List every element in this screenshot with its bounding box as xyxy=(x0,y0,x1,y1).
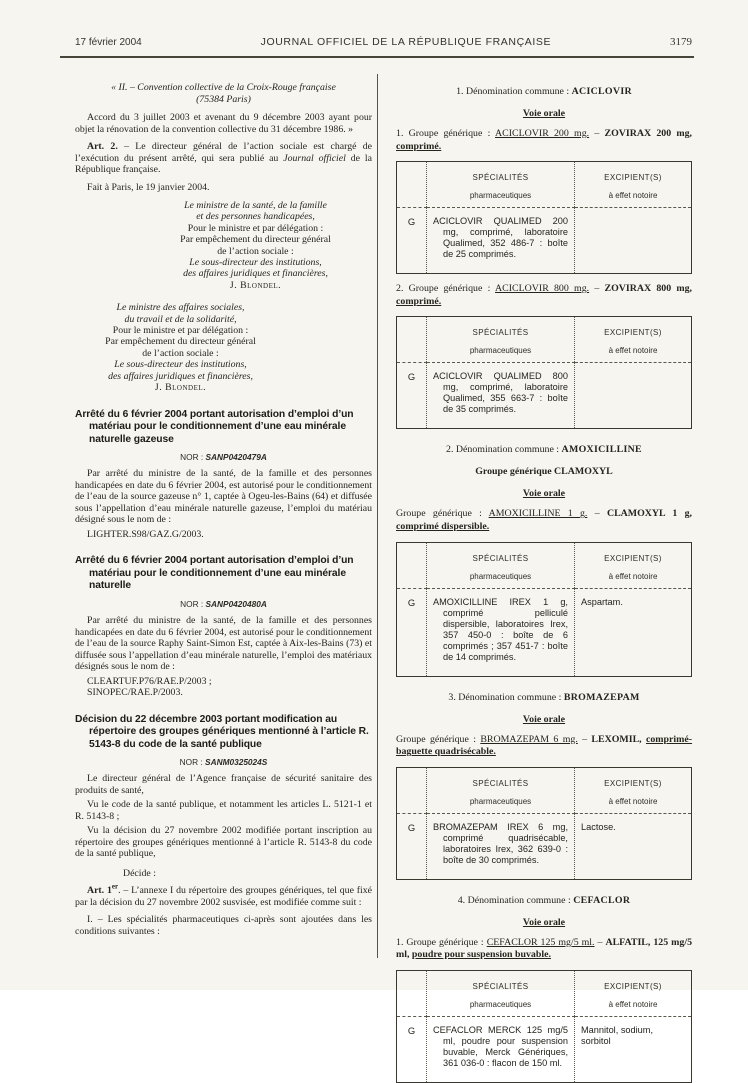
header-specialites-caps: SPÉCIALITÉS xyxy=(472,553,529,563)
signature-block-1 xyxy=(139,200,372,291)
art2-text-2: de la République française. xyxy=(75,152,373,175)
specialite-cell xyxy=(427,363,575,429)
generic-group-table-4 xyxy=(396,767,692,880)
groupe-clamoxyl-subheading: Groupe générique CLAMOXYL xyxy=(475,466,613,478)
groupe-reference: ACICLOVIR 200 mg. xyxy=(495,128,590,139)
voie-orale-1: Voie orale xyxy=(522,108,566,119)
g-cell: G xyxy=(407,371,416,383)
table-corner-cell xyxy=(397,317,427,363)
header-excipients-sub: à effet notoire xyxy=(608,191,658,201)
nor-label: NOR : xyxy=(179,757,203,768)
signature-line: Le sous-directeur des institutions, xyxy=(114,359,247,371)
signature-line: des affaires juridiques et financières, xyxy=(183,268,328,280)
groupe-prefix: 1. Groupe générique : xyxy=(396,936,484,948)
article-1-superscript: er xyxy=(111,883,119,892)
excipient-cell xyxy=(575,363,692,429)
header-excipients-caps: EXCIPIENT(S) xyxy=(604,778,662,788)
fait-a-paris-line: Fait à Paris, le 19 janvier 2004. xyxy=(87,181,210,193)
signature-line: Le ministre de la santé, de la famille xyxy=(184,200,327,211)
art2-label: Art. 2. xyxy=(87,141,118,152)
signature-line: des affaires juridiques et financières, xyxy=(108,370,253,382)
signature-line: de l’action sociale : xyxy=(142,347,219,359)
signature-line: Le ministre des affaires sociales, xyxy=(116,302,245,314)
header-excipients-caps: EXCIPIENT(S) xyxy=(604,173,662,183)
table-header-excipients xyxy=(575,542,692,588)
header-specialites-sub: pharmaceutiques xyxy=(469,999,532,1009)
groupe-generique-line-4 xyxy=(396,734,692,759)
specialite-text: AMOXICILLINE IREX 1 g, comprimé pelliculé dispersible, laboratoires Irex, 357 450-0 : boîte de 6 comprimés ; 357 451-7 : boîte de 14 comprimés. xyxy=(433,596,568,662)
table-header-specialites xyxy=(427,767,575,813)
table-header-row xyxy=(397,162,692,208)
arrete1-reference: LIGHTER.S98/GAZ.G/2003. xyxy=(87,528,204,540)
groupe-reference: BROMAZEPAM 6 mg. xyxy=(480,733,578,745)
specialite-cell xyxy=(427,588,575,676)
signature-line: Pour le ministre et par délégation : xyxy=(112,325,249,337)
table-header-row xyxy=(397,317,692,363)
dash: – xyxy=(594,283,600,295)
denomination-prefix: 1. Dénomination commune : xyxy=(456,86,570,97)
header-date: 17 février 2004 xyxy=(75,37,142,48)
arrete2-reference-1: CLEARTUF.P76/RAE.P/2003 ; xyxy=(87,675,212,687)
denomination-1 xyxy=(396,86,692,97)
groupe-princeps: LEXOMIL, xyxy=(591,733,642,745)
signature-line: Pour le ministre et par délégation : xyxy=(187,222,324,234)
dash: – xyxy=(597,936,603,948)
art2-journal-officiel: Journal officiel xyxy=(283,152,346,164)
excipient-cell: Aspartam. xyxy=(575,588,692,676)
specialite-text: CEFACLOR MERCK 125 mg/5 ml, poudre pour suspension buvable, Merck Génériques, 361 036-0 : flacon de 150 ml. xyxy=(433,1024,568,1068)
art2-paragraph xyxy=(75,141,372,176)
denomination-name: AMOXICILLINE xyxy=(561,444,642,456)
voie-orale-4: Voie orale xyxy=(522,916,566,928)
denomination-4 xyxy=(396,895,692,906)
groupe-princeps: CLAMOXYL 1 g, xyxy=(606,508,693,520)
header-specialites-caps: SPÉCIALITÉS xyxy=(472,981,529,991)
table-header-excipients xyxy=(575,970,692,1016)
specialite-text: ACICLOVIR QUALIMED 200 mg, comprimé, laboratoire Qualimed, 352 486-7 : boîte de 25 comprimés. xyxy=(433,216,568,260)
table-header-specialites xyxy=(427,542,575,588)
groupe-generique-line-1 xyxy=(396,128,692,153)
groupe-prefix: 2. Groupe générique : xyxy=(396,283,491,295)
g-cell: G xyxy=(407,1024,416,1036)
header-specialites-caps: SPÉCIALITÉS xyxy=(472,328,529,338)
denomination-prefix: 2. Dénomination commune : xyxy=(446,444,560,456)
decision-paragraph-4: I. – Les spécialités pharmaceutiques ci-après sont ajoutées dans les conditions suivantes : xyxy=(75,914,372,937)
convention-title-line1: « II. – Convention collective de la Croix-Rouge française xyxy=(111,82,336,93)
g-cell: G xyxy=(407,216,416,228)
header-excipients-caps: EXCIPIENT(S) xyxy=(604,328,662,338)
arrete1-body: Par arrêté du ministre de la santé, de la famille et des personnes handicapées en date du 6 février 2004, est autorisé pour le conditionnement de l’eau de la source gazeuse n° 1, captée à Ogeu-les-Bains (64) et diffusée sous l’appellation d’eau minérale naturelle gazeuse, l’emploi du matériau désigné sous le nom de : xyxy=(75,468,372,526)
dash: – xyxy=(582,733,588,745)
header-specialites-sub: pharmaceutiques xyxy=(469,571,532,581)
decide-line: Décide : xyxy=(123,867,156,879)
header-excipients-sub: à effet notoire xyxy=(608,999,658,1009)
groupe-princeps: ZOVIRAX 200 mg, xyxy=(604,128,692,139)
generic-group-table-1 xyxy=(396,161,692,274)
signature-line: et des personnes handicapées, xyxy=(196,211,315,223)
decision-paragraph-2: Vu le code de la santé publique, et notamment les articles L. 5121-1 et R. 5143-8 ; xyxy=(75,799,372,822)
table-corner-cell xyxy=(397,767,427,813)
header-excipients-sub: à effet notoire xyxy=(608,346,658,356)
groupe-reference: ACICLOVIR 800 mg. xyxy=(495,283,590,295)
table-header-specialites xyxy=(427,970,575,1016)
specialite-cell xyxy=(427,813,575,879)
denomination-prefix: 4. Dénomination commune : xyxy=(457,894,571,906)
specialite-cell xyxy=(427,208,575,274)
arrete2-body: Par arrêté du ministre de la santé, de la famille et des personnes handicapées en date du 6 février 2004, est autorisé pour le conditionnement de l’eau de la source Raphy Saint-Simon Est, captée à Aix-les-Bains (73) et diffusée sous l’appellation d’eau minérale naturelle, l’emploi des matériaux désignés sous le nom de : xyxy=(75,615,372,673)
article-1-text: . – L’annexe I du répertoire des groupes génériques, tel que fixé par la décision du 27 novembre 2002 susvisée, est modifiée comme suit : xyxy=(75,885,373,908)
arrete1-nor-line xyxy=(75,452,372,462)
header-specialites-sub: pharmaceutiques xyxy=(469,346,532,356)
groupe-forme: comprimé. xyxy=(396,295,442,307)
groupe-generique-line-2 xyxy=(396,283,692,308)
table-row xyxy=(397,813,692,879)
specialite-text: BROMAZEPAM IREX 6 mg, comprimé quadrisécable, laboratoires Irex, 362 639-0 : boîte de 30 comprimés. xyxy=(433,821,568,865)
nor-value: SANP0420479A xyxy=(205,452,267,463)
decision-paragraph-1: Le directeur général de l’Agence française de sécurité sanitaire des produits de santé, xyxy=(75,773,372,796)
denomination-prefix: 3. Dénomination commune : xyxy=(448,691,562,703)
article-1-label-text: Art. 1 xyxy=(87,885,112,897)
header-title: JOURNAL OFFICIEL DE LA RÉPUBLIQUE FRANÇAISE xyxy=(260,36,552,48)
voie-orale-3: Voie orale xyxy=(522,713,566,725)
groupe-forme: comprimé-baguette quadrisécable. xyxy=(396,733,693,758)
groupe-forme: poudre pour suspension buvable. xyxy=(411,949,551,961)
table-row xyxy=(397,1016,692,1082)
table-header-row xyxy=(397,970,692,1016)
table-header-specialites xyxy=(427,317,575,363)
left-column xyxy=(75,80,372,1083)
excipient-cell: Mannitol, sodium, sorbitol xyxy=(575,1016,692,1082)
right-column xyxy=(396,80,692,1083)
groupe-forme: comprimé. xyxy=(396,140,442,152)
groupe-prefix: Groupe générique : xyxy=(396,733,476,745)
header-specialites-sub: pharmaceutiques xyxy=(469,191,532,201)
signature-block-2 xyxy=(75,302,286,393)
arrete1-heading: Arrêté du 6 février 2004 portant autorisation d’emploi d’un matériau pour le conditionnement d’une eau minérale naturelle gazeuse xyxy=(75,408,354,445)
g-cell: G xyxy=(407,596,416,608)
groupe-princeps: ALFATIL, 125 mg/5 ml, xyxy=(396,936,693,961)
g-cell: G xyxy=(407,821,416,833)
groupe-reference: CEFACLOR 125 mg/5 ml. xyxy=(486,936,595,948)
nor-value: SANP0420480A xyxy=(205,599,267,610)
generic-group-table-3 xyxy=(396,542,692,677)
denomination-name: ACICLOVIR xyxy=(571,86,632,97)
art2-text-1: – Le directeur général de l’action sociale est chargé de l’exécution du présent arrêté, qui sera publié au xyxy=(75,141,372,164)
table-header-row xyxy=(397,542,692,588)
specialite-cell xyxy=(427,1016,575,1082)
specialite-text: ACICLOVIR QUALIMED 800 mg, comprimé, laboratoire Qualimed, 355 663-7 : boîte de 35 comprimés. xyxy=(433,371,568,415)
table-header-row xyxy=(397,767,692,813)
convention-title xyxy=(75,82,372,106)
header-rule xyxy=(60,56,694,58)
groupe-generique-line-5 xyxy=(396,937,692,962)
decision-paragraph-3: Vu la décision du 27 novembre 2002 modifiée portant inscription au répertoire des groupes génériques mentionné à l’article R. 5143-8 du code de la santé publique, xyxy=(75,825,372,860)
signature-line: Par empêchement du directeur général xyxy=(105,336,256,348)
arrete2-reference-2: SINOPEC/RAE.P/2003. xyxy=(87,687,183,699)
signature-line: du travail et de la solidarité, xyxy=(124,313,237,325)
nor-label: NOR : xyxy=(180,452,204,463)
header-specialites-caps: SPÉCIALITÉS xyxy=(472,173,529,183)
denomination-name: BROMAZEPAM xyxy=(563,691,640,703)
header-excipients-caps: EXCIPIENT(S) xyxy=(604,553,662,563)
table-row xyxy=(397,208,692,274)
table-row xyxy=(397,363,692,429)
table-header-specialites xyxy=(427,162,575,208)
denomination-3 xyxy=(396,692,692,703)
table-header-excipients xyxy=(575,767,692,813)
generic-group-table-5 xyxy=(396,970,692,1083)
table-corner-cell xyxy=(397,970,427,1016)
table-corner-cell xyxy=(397,162,427,208)
header-excipients-sub: à effet notoire xyxy=(608,796,658,806)
denomination-2 xyxy=(396,444,692,455)
nor-value: SANM0325024S xyxy=(205,757,268,768)
header-specialites-sub: pharmaceutiques xyxy=(469,796,532,806)
generic-group-table-2 xyxy=(396,316,692,429)
signature-line: Le sous-directeur des institutions, xyxy=(189,257,322,269)
convention-title-line2: (75384 Paris) xyxy=(196,94,251,105)
header-excipients-sub: à effet notoire xyxy=(608,571,658,581)
table-corner-cell xyxy=(397,542,427,588)
groupe-princeps: ZOVIRAX 800 mg, xyxy=(604,283,692,295)
signature-line: Par empêchement du directeur général xyxy=(180,234,331,246)
arrete2-nor-line xyxy=(75,599,372,609)
signatory-name: J. Blondel. xyxy=(154,382,207,394)
groupe-reference: AMOXICILLINE 1 g. xyxy=(488,508,588,520)
dash: – xyxy=(594,128,600,139)
signature-line: de l’action sociale : xyxy=(217,245,294,257)
denomination-name: CEFACLOR xyxy=(573,894,631,906)
page-header xyxy=(75,36,692,48)
table-row xyxy=(397,588,692,676)
excipient-cell xyxy=(575,208,692,274)
groupe-prefix: Groupe générique : xyxy=(396,508,482,520)
article-1-paragraph xyxy=(75,885,372,908)
decision-heading: Décision du 22 décembre 2003 portant modification au répertoire des groupes génériques mentionné à l’article R. 5143-8 du code de la santé publique xyxy=(75,713,369,750)
header-page-number: 3179 xyxy=(670,36,692,48)
nor-label: NOR : xyxy=(180,599,204,610)
header-specialites-caps: SPÉCIALITÉS xyxy=(472,778,529,788)
accord-paragraph: Accord du 3 juillet 2003 et avenant du 9 décembre 2003 ayant pour objet la rénovation de la convention collective du 31 décembre 1986. » xyxy=(75,112,372,135)
signatory-name: J. Blondel. xyxy=(229,279,282,291)
voie-orale-2: Voie orale xyxy=(522,488,566,500)
article-1-label xyxy=(87,885,118,896)
decision-nor-line xyxy=(75,757,372,767)
excipient-cell: Lactose. xyxy=(575,813,692,879)
groupe-forme: comprimé dispersible. xyxy=(396,520,490,532)
content-columns xyxy=(75,80,692,1083)
table-header-excipients xyxy=(575,317,692,363)
dash: – xyxy=(594,508,600,520)
groupe-prefix: 1. Groupe générique : xyxy=(396,128,491,139)
arrete2-heading: Arrêté du 6 février 2004 portant autorisation d’emploi d’un matériau pour le conditionnement d’une eau minérale naturelle xyxy=(75,555,354,592)
table-header-excipients xyxy=(575,162,692,208)
groupe-generique-line-3 xyxy=(396,508,692,533)
header-excipients-caps: EXCIPIENT(S) xyxy=(604,981,662,991)
